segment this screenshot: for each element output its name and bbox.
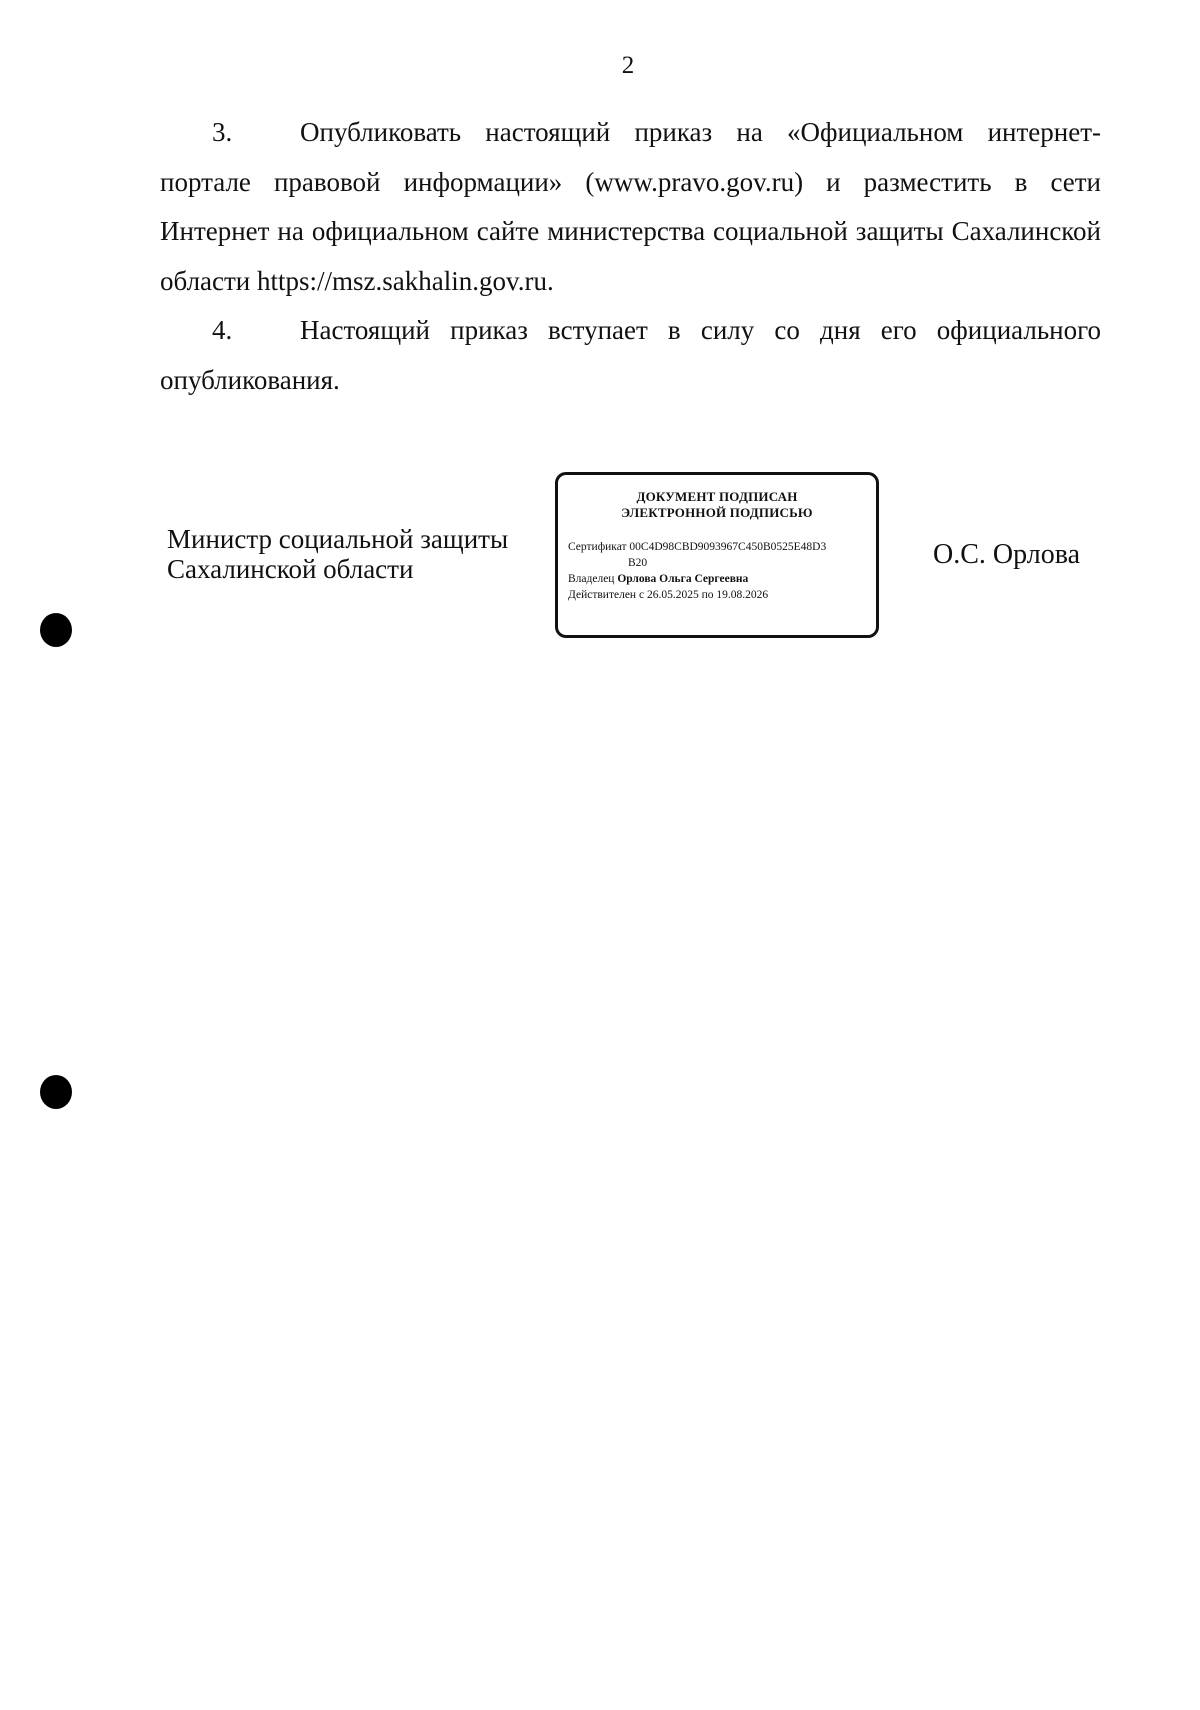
punch-hole-icon [40,1075,72,1109]
paragraph-number: 3. [212,117,233,147]
stamp-certificate-label: Сертификат [568,541,627,553]
paragraph-3 [160,108,1101,306]
stamp-header-line1: ДОКУМЕНТ ПОДПИСАН [636,489,798,504]
signer-title [167,524,508,584]
stamp-certificate-value: 00C4D98CBD9093967C450B0525E48D3 [629,541,827,553]
stamp-header-line2: ЭЛЕКТРОННОЙ ПОДПИСЬЮ [621,505,813,520]
electronic-signature-stamp [555,472,879,638]
paragraph-number: 4. [212,315,233,345]
stamp-validity: Действителен с 26.05.2025 по 19.08.2026 [568,589,769,601]
paragraph-text: Опубликовать настоящий приказ на «Официальном интернет-портале правовой информации» (www.pravo.gov.ru) и разместить в сети Интернет на официальном сайте министерства социальной защиты Сахалинской области https://msz.sakhalin.gov.ru. [160,117,1101,296]
signer-title-line1: Министр социальной защиты [167,524,509,554]
punch-hole-icon [40,613,72,647]
stamp-certificate [568,539,866,555]
document-body [160,108,1101,405]
paragraph-4 [160,306,1101,405]
stamp-owner-value: Орлова Ольга Сергеевна [617,573,749,585]
stamp-owner-label: Владелец [568,573,615,585]
stamp-certificate-continuation: B20 [628,557,648,569]
signer-name: О.С. Орлова [933,539,1080,570]
paragraph-text: Настоящий приказ вступает в силу со дня его официального опубликования. [160,315,1101,395]
stamp-owner [568,571,866,587]
page-number: 2 [621,52,635,79]
signer-title-line2: Сахалинской области [167,554,414,584]
